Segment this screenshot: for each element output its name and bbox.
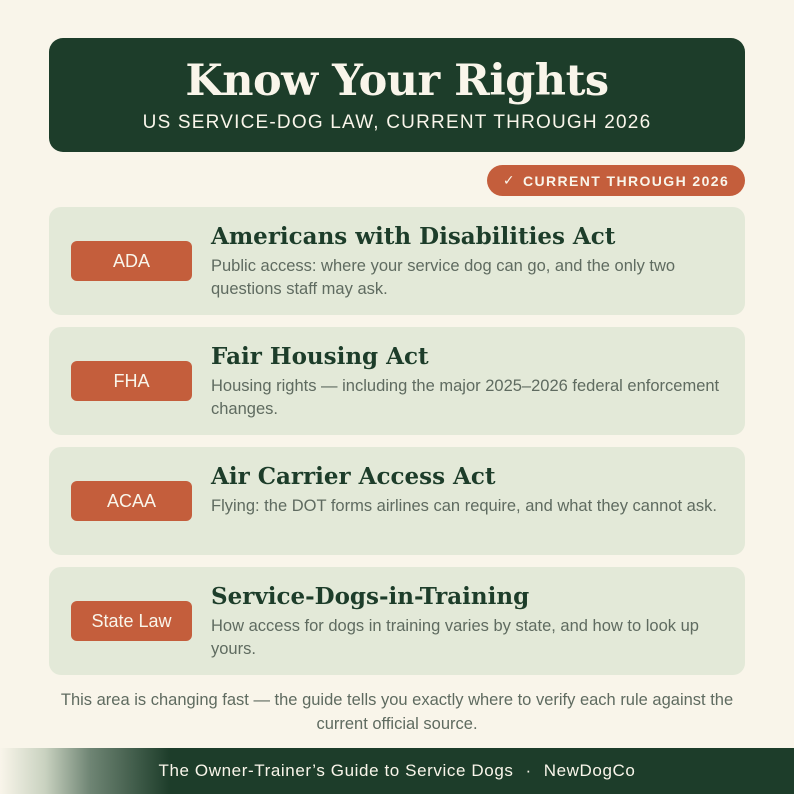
check-icon: ✓ [502,172,516,188]
law-title: Air Carrier Access Act [211,463,496,490]
law-description: Flying: the DOT forms airlines can require, and what they cannot ask. [211,497,717,515]
law-title: Fair Housing Act [211,343,429,370]
law-description: Housing rights — including the major 2025–2026 federal enforcement changes. [211,377,720,418]
law-title: Americans with Disabilities Act [211,223,616,250]
law-card-acaa [49,447,745,555]
law-tag: FHA [71,361,192,401]
law-description: How access for dogs in training varies by state, and how to look up yours. [211,617,699,658]
status-badge [487,165,745,196]
law-title: Service-Dogs-in-Training [211,583,530,610]
verification-note: This area is changing fast — the guide tells you exactly where to verify each rule against the current official source. [60,691,734,733]
law-tag: ADA [71,241,192,281]
law-card-list [49,207,745,687]
law-card-fha [49,327,745,435]
brand-name: NewDogCo [543,761,636,780]
header-banner [49,38,745,152]
law-card-state-law [49,567,745,675]
law-card-ada [49,207,745,315]
page-subtitle: US SERVICE-DOG LAW, CURRENT THROUGH 2026 [142,112,652,133]
law-description: Public access: where your service dog can go, and the only two questions staff may ask. [211,257,676,298]
footer-bar [0,748,794,794]
page-title: Know Your Rights [185,56,609,106]
guide-title: The Owner-Trainer’s Guide to Service Dogs [158,761,514,780]
status-badge-label: CURRENT THROUGH 2026 [523,172,730,189]
footer-separator: · [525,761,532,780]
law-tag: State Law [71,601,192,641]
law-tag: ACAA [71,481,192,521]
